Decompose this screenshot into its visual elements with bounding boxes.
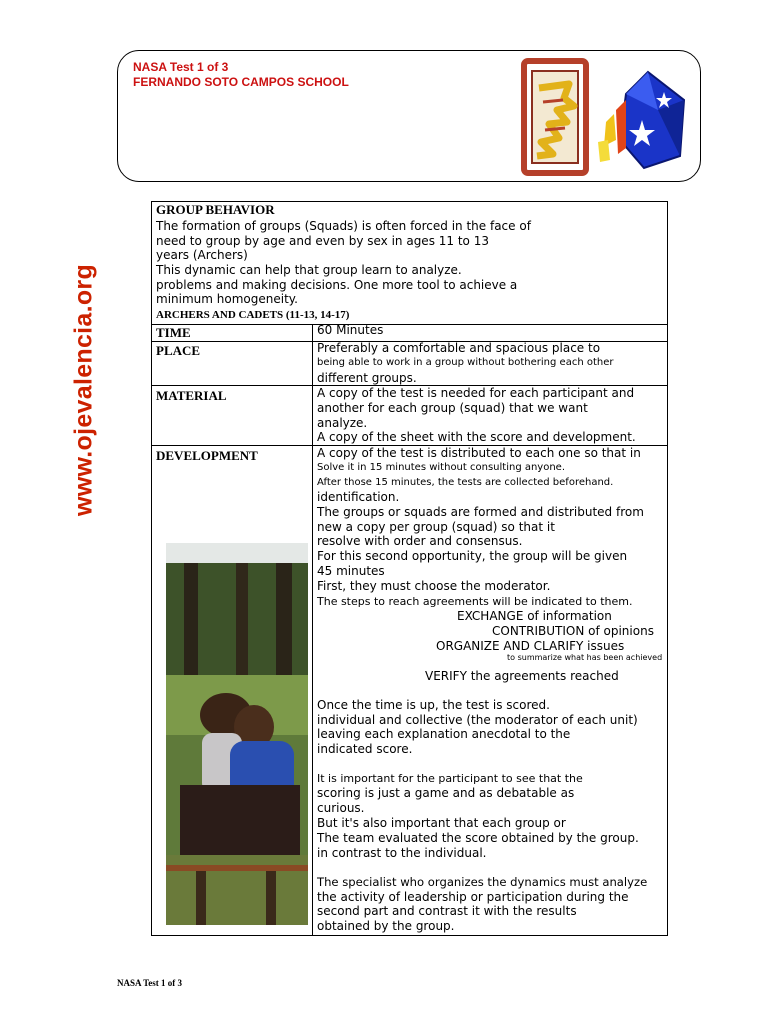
development-line: leaving each explanation anecdotal to the <box>317 727 571 741</box>
step-summarize: to summarize what has been achieved <box>507 653 663 662</box>
intro-line: years (Archers) <box>156 248 248 262</box>
place-label: PLACE <box>156 343 201 358</box>
development-line: Solve it in 15 minutes without consulting anyone. <box>317 462 566 473</box>
intro-line: This dynamic can help that group learn to analyze. <box>156 263 462 277</box>
development-line: identification. <box>317 490 400 504</box>
material-line: analyze. <box>317 416 368 430</box>
intro-line: The formation of groups (Squads) is often forced in the face of <box>156 219 531 233</box>
place-line: Preferably a comfortable and spacious place to <box>317 341 601 355</box>
seal-logo <box>519 58 591 176</box>
step-exchange: EXCHANGE of information <box>457 609 612 623</box>
step-verify: VERIFY the agreements reached <box>425 669 619 683</box>
development-line: The steps to reach agreements will be indicated to them. <box>317 595 633 608</box>
development-line: curious. <box>317 801 365 815</box>
material-line: A copy of the test is needed for each participant and <box>317 386 635 400</box>
development-line: First, they must choose the moderator. <box>317 579 551 593</box>
development-line: A copy of the test is distributed to each one so that in <box>317 446 641 460</box>
age-range-label: ARCHERS AND CADETS (11-13, 14-17) <box>156 309 350 321</box>
development-line: But it's also important that each group or <box>317 816 566 830</box>
development-label: DEVELOPMENT <box>156 448 258 463</box>
development-line: Once the time is up, the test is scored. <box>317 698 550 712</box>
development-line: For this second opportunity, the group will be given <box>317 549 628 563</box>
development-line: 45 minutes <box>317 564 385 578</box>
step-contribution: CONTRIBUTION of opinions <box>492 624 654 638</box>
step-organize: ORGANIZE AND CLARIFY issues <box>436 639 625 653</box>
development-line: individual and collective (the moderator of each unit) <box>317 713 638 727</box>
group-photo <box>166 465 308 925</box>
gem-star-logo <box>596 70 692 170</box>
column-divider <box>312 324 313 935</box>
development-line: It is important for the participant to see that the <box>317 772 583 785</box>
development-line: in contrast to the individual. <box>317 846 487 860</box>
material-line: A copy of the sheet with the score and development. <box>317 430 636 444</box>
intro-line: problems and making decisions. One more tool to achieve a <box>156 278 518 292</box>
development-line: resolve with order and consensus. <box>317 534 523 548</box>
place-line: different groups. <box>317 371 417 385</box>
material-label: MATERIAL <box>156 388 227 403</box>
development-line: After those 15 minutes, the tests are collected beforehand. <box>317 477 614 488</box>
development-line: obtained by the group. <box>317 919 455 933</box>
development-line: new a copy per group (squad) so that it <box>317 520 555 534</box>
place-line: being able to work in a group without bothering each other <box>317 357 614 368</box>
development-line: The groups or squads are formed and distributed from <box>317 505 644 519</box>
section-title: GROUP BEHAVIOR <box>156 202 275 217</box>
website-url: www.ojevalencia.org <box>69 263 98 517</box>
development-line: scoring is just a game and as debatable as <box>317 786 575 800</box>
material-line: another for each group (squad) that we want <box>317 401 588 415</box>
development-line: the activity of leadership or participation during the <box>317 890 629 904</box>
development-line: indicated score. <box>317 742 413 756</box>
time-value: 60 Minutes <box>317 323 384 337</box>
header-school-name: FERNANDO SOTO CAMPOS SCHOOL <box>133 75 349 89</box>
row-divider <box>152 324 667 325</box>
header-test-title: NASA Test 1 of 3 <box>133 60 229 74</box>
development-line: The team evaluated the score obtained by the group. <box>317 831 639 845</box>
development-line: second part and contrast it with the results <box>317 904 577 918</box>
development-line: The specialist who organizes the dynamics must analyze <box>317 875 648 889</box>
intro-line: minimum homogeneity. <box>156 292 298 306</box>
page-footer: NASA Test 1 of 3 <box>117 978 183 988</box>
time-label: TIME <box>156 325 191 340</box>
intro-line: need to group by age and even by sex in ages 11 to 13 <box>156 234 489 248</box>
